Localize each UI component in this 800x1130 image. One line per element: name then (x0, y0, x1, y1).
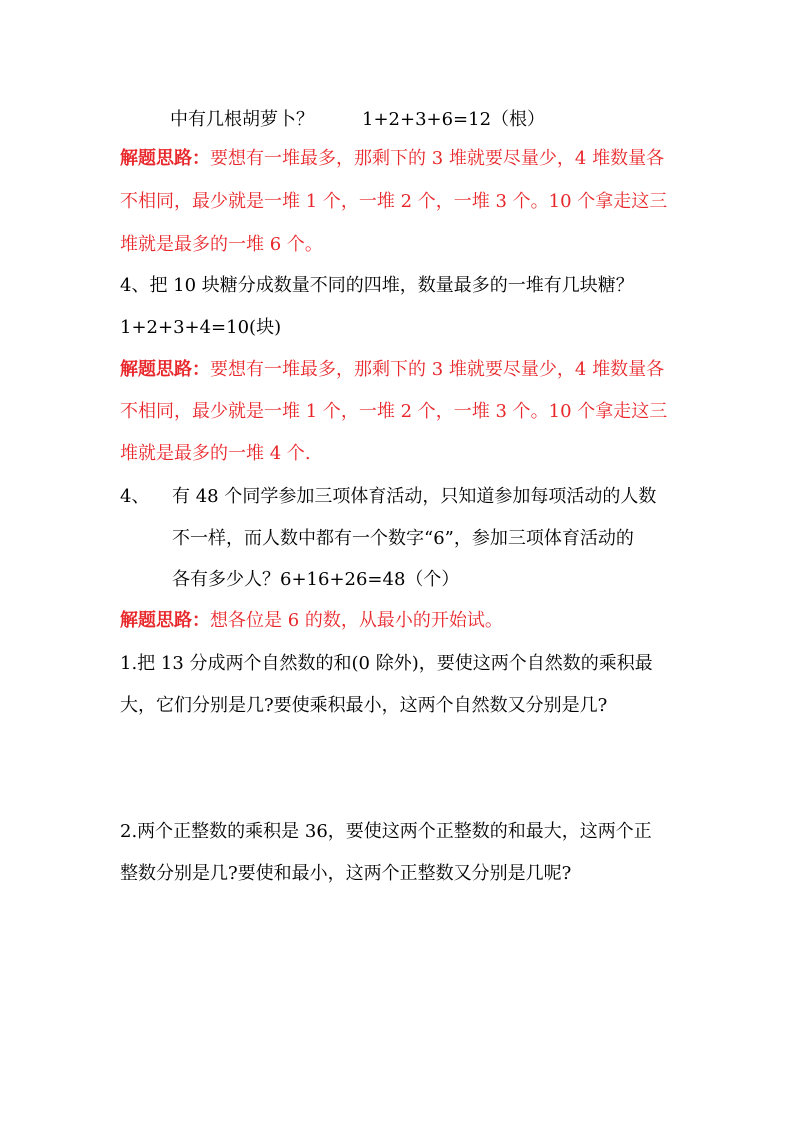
solution-label: 解题思路： (120, 148, 210, 169)
question-line-2: 不一样，而人数中都有一个数字“6”，参加三项体育活动的 (172, 528, 634, 549)
question-line-3: 各有多少人？6+16+26=48（个） (172, 569, 460, 590)
solution-line-1 (120, 147, 664, 171)
question-4: 4、把 10 块糖分成数量不同的四堆，数量最多的一堆有几块糖？ (120, 275, 634, 296)
solution-text: 要想有一堆最多，那剩下的 3 堆就要尽量少，4 堆数量各 (210, 148, 665, 169)
question-2-line-1: 2.两个正整数的乘积是 36，要使这两个正整数的和最大，这两个正 (120, 821, 652, 842)
solution-line-1 (120, 609, 503, 633)
question-2-line-2: 整数分别是几?要使和最小，这两个正整数又分别是几呢? (120, 863, 572, 884)
question-answer: 1+2+3+6=12（根） (362, 109, 546, 130)
solution-text: 要想有一堆最多，那剩下的 3 堆就要尽量少，4 堆数量各 (210, 359, 665, 380)
solution-line-3: 堆就是最多的一堆 6 个。 (120, 234, 323, 255)
question-continuation (170, 108, 545, 132)
question-number: 4、 (120, 486, 150, 507)
answer-4: 1+2+3+4=10(块) (120, 317, 282, 338)
question-1-line-1: 1.把 13 分成两个自然数的和(0 除外)，要使这两个自然数的乘积最 (120, 653, 653, 674)
solution-label: 解题思路： (120, 359, 210, 380)
question-text: 中有几根胡萝卜？ (170, 109, 314, 130)
solution-line-2: 不相同，最少就是一堆 1 个，一堆 2 个，一堆 3 个。10 个拿走这三 (120, 191, 668, 212)
solution-line-3: 堆就是最多的一堆 4 个. (120, 443, 311, 464)
solution-label: 解题思路： (120, 610, 210, 631)
solution-line-2: 不相同，最少就是一堆 1 个，一堆 2 个，一堆 3 个。10 个拿走这三 (120, 401, 668, 422)
solution-text: 想各位是 6 的数，从最小的开始试。 (210, 610, 503, 631)
question-line-1: 有 48 个同学参加三项体育活动，只知道参加每项活动的人数 (172, 486, 657, 507)
question-1-line-2: 大，它们分别是几?要使乘积最小，这两个自然数又分别是几? (120, 695, 608, 716)
solution-line-1 (120, 358, 664, 382)
